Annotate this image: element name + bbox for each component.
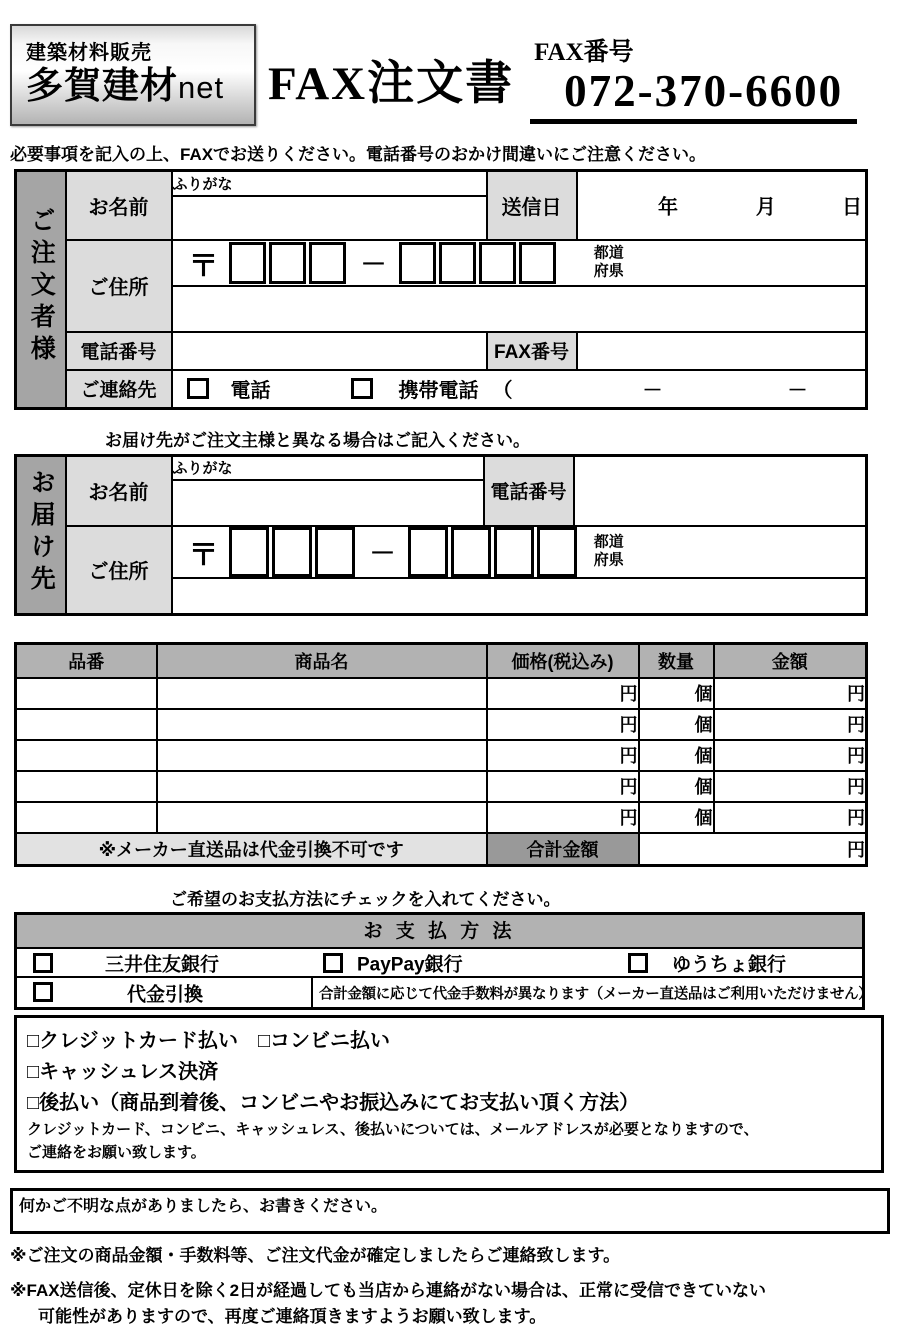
orderer-address-label: ご住所: [66, 240, 172, 332]
items-header-row: [16, 644, 867, 678]
postal-mark: 〒: [188, 538, 219, 572]
item-row: [16, 709, 867, 740]
contact-method-label: ご連絡先: [66, 370, 172, 409]
email-required-note-1: クレジットカード、コンビニ、キャッシュレス、後払いについては、メールアドレスが必要となりますので、: [27, 1121, 759, 1138]
bank2-label: PayPay銀行: [357, 954, 463, 975]
comments-field[interactable]: [10, 1188, 890, 1234]
orderer-fax-field[interactable]: [577, 332, 867, 370]
logo-tagline: 建築材料販売: [26, 42, 152, 64]
footer-note-3: 可能性がありますので、再度ご連絡頂きますようお願い致します。: [38, 1307, 547, 1327]
delivery-address-label: ご住所: [66, 526, 172, 615]
orderer-name-label: お名前: [66, 171, 172, 240]
page-title: FAX注文書: [268, 58, 515, 110]
fax-number-block: [530, 32, 857, 124]
postal-digit-box[interactable]: [399, 242, 436, 284]
mobile-paren: （: [492, 380, 513, 403]
postal-digit-box[interactable]: [229, 527, 269, 577]
product-name-field[interactable]: [157, 802, 487, 833]
month-unit: 月: [755, 196, 776, 219]
comments-label: 何かご不明な点がありましたら、お書きください。: [19, 1198, 388, 1215]
item-code-field[interactable]: [16, 678, 157, 709]
item-code-field[interactable]: [16, 740, 157, 771]
other-payment-box: [14, 1015, 884, 1173]
bank3-label: ゆうちょ銀行: [672, 954, 787, 975]
postal-digit-box[interactable]: [479, 242, 516, 284]
postal-digit-box[interactable]: [269, 242, 306, 284]
credit-card-option[interactable]: □クレジットカード払い □コンビニ払い: [27, 1030, 391, 1052]
cod-fee-note: 合計金額に応じて代金手数料が異なります（メーカー直送品はご利用いただけません）: [319, 986, 873, 1002]
payment-cod-row: [17, 978, 873, 1007]
product-name-field[interactable]: [157, 771, 487, 802]
col-item-code: 品番: [16, 644, 157, 678]
header: [10, 24, 900, 128]
quantity-field[interactable]: 個: [639, 709, 714, 740]
postal-digit-box[interactable]: [309, 242, 346, 284]
postal-digit-box[interactable]: [519, 242, 556, 284]
total-amount-label: 合計金額: [487, 833, 639, 866]
orderer-section-header: ご注文者様: [16, 171, 66, 409]
direct-shipping-note: ※メーカー直送品は代金引換不可です: [16, 833, 487, 866]
price-field[interactable]: 円: [487, 802, 639, 833]
item-row: [16, 771, 867, 802]
bank3-checkbox[interactable]: [628, 953, 648, 973]
amount-field[interactable]: 円: [714, 771, 867, 802]
delivery-phone-field[interactable]: [574, 456, 867, 526]
bank1-checkbox[interactable]: [33, 953, 53, 973]
bank1-label: 三井住友銀行: [105, 954, 220, 975]
quantity-field[interactable]: 個: [639, 771, 714, 802]
contact-phone-label: 電話: [230, 380, 271, 403]
postal-digit-box[interactable]: [315, 527, 355, 577]
col-amount: 金額: [714, 644, 867, 678]
prefecture-label: 都道 府県: [593, 243, 624, 280]
price-field[interactable]: 円: [487, 771, 639, 802]
delivery-name-label: お名前: [66, 456, 172, 526]
postal-digit-box[interactable]: [229, 242, 266, 284]
item-row: [16, 802, 867, 833]
delivery-section-header: お届け先: [16, 456, 66, 615]
orderer-address-field[interactable]: [172, 286, 867, 332]
product-name-field[interactable]: [157, 678, 487, 709]
orderer-name-field[interactable]: [172, 196, 487, 240]
orderer-phone-label: 電話番号: [66, 332, 172, 370]
cod-option: [17, 978, 313, 1007]
contact-phone-checkbox[interactable]: [187, 378, 209, 399]
payment-caption: ご希望のお支払方法にチェックを入れてください。: [170, 890, 561, 909]
col-product-name: 商品名: [157, 644, 487, 678]
postal-dash: －: [360, 249, 387, 279]
postal-digit-box[interactable]: [408, 527, 448, 577]
postal-dash: －: [369, 538, 396, 568]
day-unit: 日: [842, 196, 862, 219]
delivery-furigana-label: ふりがな: [172, 456, 484, 480]
contact-mobile-checkbox[interactable]: [351, 378, 373, 399]
orderer-furigana-label: ふりがな: [172, 171, 487, 196]
mobile-dash-2: －: [787, 380, 808, 403]
cashless-option[interactable]: □キャッシュレス決済: [27, 1061, 219, 1083]
price-field[interactable]: 円: [487, 678, 639, 709]
price-field[interactable]: 円: [487, 709, 639, 740]
postal-digit-box[interactable]: [451, 527, 491, 577]
delivery-address-field[interactable]: [172, 578, 867, 615]
delivery-caption: お届け先がご注文主様と異なる場合はご記入ください。: [105, 431, 530, 450]
payment-header: お 支 払 方 法: [17, 915, 862, 949]
deferred-payment-option[interactable]: □後払い（商品到着後、コンビニやお振込みにてお支払い頂く方法）: [27, 1092, 640, 1114]
delivery-name-field[interactable]: [172, 480, 484, 526]
company-logo: [10, 24, 256, 126]
amount-field[interactable]: 円: [714, 709, 867, 740]
orderer-fax-label: FAX番号: [487, 332, 577, 370]
postal-digit-box[interactable]: [537, 527, 577, 577]
col-price: 価格(税込み): [487, 644, 639, 678]
year-unit: 年: [658, 196, 678, 219]
item-code-field[interactable]: [16, 709, 157, 740]
product-name-field[interactable]: [157, 709, 487, 740]
item-row: [16, 678, 867, 709]
items-total-row: [16, 833, 867, 866]
bank2-checkbox[interactable]: [323, 953, 343, 973]
orderer-table: [14, 169, 868, 410]
payment-table: [14, 912, 873, 1010]
logo-suffix: net: [178, 70, 225, 105]
send-date-label: 送信日: [487, 171, 577, 240]
orderer-postal-row: [172, 240, 867, 286]
logo-company-name: 多賀建材net: [26, 65, 225, 106]
orderer-phone-field[interactable]: [172, 332, 487, 370]
prefecture-label: 都道 府県: [593, 532, 624, 569]
product-name-field[interactable]: [157, 740, 487, 771]
amount-field[interactable]: 円: [714, 740, 867, 771]
items-table: [14, 642, 868, 867]
amount-field[interactable]: 円: [714, 678, 867, 709]
quantity-field[interactable]: 個: [639, 678, 714, 709]
item-code-field[interactable]: [16, 771, 157, 802]
cod-checkbox[interactable]: [33, 982, 53, 1002]
delivery-phone-label: 電話番号: [484, 456, 574, 526]
mobile-dash-1: －: [642, 380, 663, 403]
delivery-postal-row: [172, 526, 867, 578]
send-date-field[interactable]: [577, 171, 867, 240]
footer-note-2: ※FAX送信後、定休日を除く2日が経過しても当店から連絡がない場合は、正常に受信できていない: [10, 1280, 767, 1300]
postal-digit-box[interactable]: [439, 242, 476, 284]
item-row: [16, 740, 867, 771]
postal-mark: 〒: [188, 249, 219, 283]
amount-field[interactable]: 円: [714, 802, 867, 833]
contact-mobile-label: 携帯電話: [398, 380, 479, 403]
total-amount-field[interactable]: 円: [639, 833, 867, 866]
email-required-note-2: ご連絡をお願い致します。: [27, 1143, 206, 1161]
postal-digit-box[interactable]: [494, 527, 534, 577]
postal-digit-box[interactable]: [272, 527, 312, 577]
delivery-table: [14, 454, 868, 616]
contact-method-row: [172, 370, 867, 409]
price-field[interactable]: 円: [487, 740, 639, 771]
item-code-field[interactable]: [16, 802, 157, 833]
quantity-field[interactable]: 個: [639, 802, 714, 833]
payment-banks-row: [17, 949, 862, 978]
quantity-field[interactable]: 個: [639, 740, 714, 771]
col-quantity: 数量: [639, 644, 714, 678]
instruction-text: 必要事項を記入の上、FAXでお送りください。電話番号のおかけ間違いにご注意ください。: [10, 145, 707, 164]
fax-number-label: FAX番号: [534, 39, 634, 66]
fax-number-value: 072-370-6600: [564, 66, 844, 116]
footer-note-1: ※ご注文の商品金額・手数料等、ご注文代金が確定しましたらご連絡致します。: [10, 1246, 621, 1265]
cod-label: 代金引換: [127, 984, 204, 1005]
